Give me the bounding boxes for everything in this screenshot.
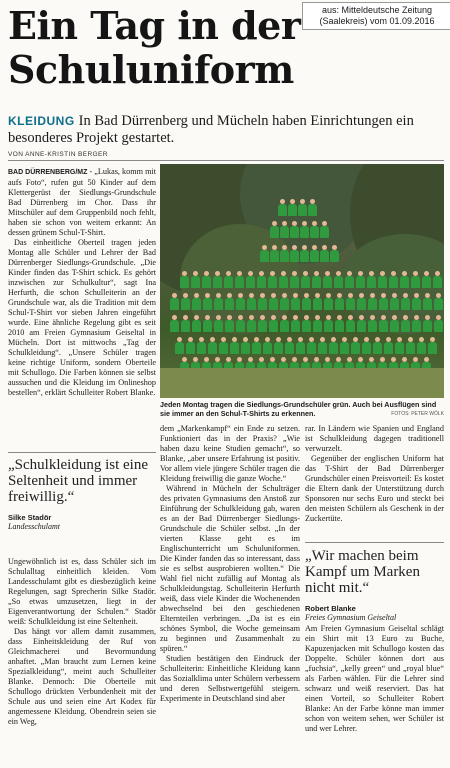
photo-figure [246, 276, 255, 288]
photo-figure [434, 320, 443, 332]
photo-figure [329, 342, 338, 354]
photo-figure [290, 226, 299, 238]
group-photo [160, 164, 444, 398]
photo-figure [401, 298, 410, 310]
photo-figure [175, 342, 184, 354]
col1-para-4: Das hängt vor allem damit zusammen, dass Einheitskleidung der Ruf von Gleichmacherei und Bevormundung anhaftet. „Man braucht zum Lernen keine Spezialkleidung“, meint auch Schulleiter Blanke. Dennoch: Die Oberteile mit Schullogo drückten Verbundenheit mit der Schule aus und seien eine Art Kodex für angemessene Kleidung. Obendrein seien sie ein Weg, [8, 627, 156, 726]
photo-figure [192, 320, 201, 332]
col2-para-1: dem „Markenkampf“ ein Ende zu setzen. Funktioniert das in der Praxis? „Wie haben dazu keine Studien gemacht“, so Blanke, „aber unsere Erfahrung ist positiv. Vor allem viele jüngere Schüler tragen die Kleidung freiwillig die ganze Woche.“ [160, 424, 300, 483]
col1-para-2: Das einheitliche Oberteil tragen jeden Montag alle Schüler und Lehrer der Bad Dürrenberger Siedlungs-Grundschule. „Die Kinder finden das T-Shirt schick. Es gehört inzwischen zur Schulkultur“, sagt Ina Herfurth, die schon Schulleiterin an der Grundschule war, als die Tradition mit dem Schul-T-Shirt vor sieben Jahren eingeführt wurde. Eine ähnliche Regelung gibt es seit 2010 am Freien Gymnasium Geiseltal in Mücheln. Dort ist mittwochs „Tag der Schulkleidung“. „Unsere Schüler tragen keine richtige Uniform, sondern Oberteile mit Schullogo. Die Farben können sie selbst aussuchen und die Kleidung im Onlineshop bestellen“, erklärt Schulleiter Robert Blanke. [8, 238, 156, 397]
column-1 [8, 167, 156, 398]
photo-figure [301, 276, 310, 288]
photo-figure [307, 342, 316, 354]
col3-para-2: Gegenüber der englischen Uniform hat das T-Shirt der Bad Dürrenberger Grundschüler einen Preisvorteil: Es kostet die Eltern dank der Unterstützung durch Sponsoren nur sechs Euro und steckt bei den meisten Schülern als Geschenk in der Zuckertüte. [305, 454, 444, 523]
photo-figure [346, 298, 355, 310]
article-headline: Ein Tag in der Schuluniform [8, 3, 301, 92]
photo-figure [412, 298, 421, 310]
pull-quote-1-name: Silke Stadör [8, 513, 52, 522]
photo-figure [225, 298, 234, 310]
photo-figure [291, 320, 300, 332]
photo-figure [236, 298, 245, 310]
pull-quote-1 [8, 457, 156, 531]
photo-figure [300, 226, 309, 238]
photo-figure [324, 298, 333, 310]
photo-figure [257, 276, 266, 288]
photo-figure [203, 298, 212, 310]
photo-figure [318, 342, 327, 354]
photo-figure [290, 250, 299, 262]
photo-figure [422, 276, 431, 288]
col3-para-1: rar. In Ländern wie Spanien und England ist Schulkleidung dagegen traditionell verwurzelt. [305, 424, 444, 453]
photo-figure [423, 298, 432, 310]
photo-figure [368, 298, 377, 310]
photo-figure [260, 250, 269, 262]
photo-figure [247, 298, 256, 310]
photo-figure [340, 342, 349, 354]
photo-figure [180, 276, 189, 288]
photo-figure [428, 342, 437, 354]
column-3 [305, 424, 444, 524]
photo-figure [312, 276, 321, 288]
photo-figure [378, 276, 387, 288]
photo-figure [357, 320, 366, 332]
photo-figure [270, 250, 279, 262]
photo-figure [280, 298, 289, 310]
photo-figure [288, 204, 297, 216]
photo-figure [400, 276, 409, 288]
photo-figure [389, 276, 398, 288]
photo-figure [298, 204, 307, 216]
photo-figure [412, 320, 421, 332]
photo-figure [423, 320, 432, 332]
photo-figure [263, 342, 272, 354]
dateline: BAD DÜRRENBERG/MZ [8, 169, 88, 176]
photo-figure [181, 298, 190, 310]
photo-figure [323, 276, 332, 288]
photo-figure [356, 276, 365, 288]
photo-figure [379, 298, 388, 310]
col3-para-3: Am Freien Gymnasium Geiseltal schlägt ein Shirt mit 13 Euro zu Buche, Kapuzenjacken mit Schullogo kosten das Doppelte. Schüler können dort aus „fuchsia“, „kelly green“ und „royal blue“ als Farben wählen. Für die Lehrer sind schwarz und weiß reserviert. Das hat einen Vorteil, so Schulleiter Robert Blanke: An der Farbe könne man immer schon von weitem sehen, wer Schüler ist und wer Lehrer. [305, 624, 444, 733]
photo-figure [433, 276, 442, 288]
photo-figure [310, 226, 319, 238]
photo-figure [290, 276, 299, 288]
photo-figure [278, 204, 287, 216]
photo-figure [345, 276, 354, 288]
photo-figure [351, 342, 360, 354]
photo-figure [280, 226, 289, 238]
photo-figure [335, 320, 344, 332]
photo-figure [320, 226, 329, 238]
photo-figure [346, 320, 355, 332]
col1-para-1-text: - „Lukas, komm mit aufs Foto“, rufen gut 50 Kinder auf dem Klettergerüst der Siedlungs-Grundschule Bad Dürrenberg im Chor. Dass ihr Mitschüler auf dem Gruppenbild noch fehlt, haben sie schon von weitem erkannt: An dessen grünem Schul-T-Shirt. [8, 167, 156, 237]
photo-figure [395, 342, 404, 354]
photo-figure [230, 342, 239, 354]
photo-figure [219, 342, 228, 354]
photo-figure [310, 250, 319, 262]
photo-figure [362, 342, 371, 354]
column-2 [160, 424, 300, 704]
photo-figure [324, 320, 333, 332]
photo-figure [279, 276, 288, 288]
photo-figure [181, 320, 190, 332]
photo-figure [213, 276, 222, 288]
photo-figure [368, 320, 377, 332]
photo-figure [274, 342, 283, 354]
photo-figure [191, 276, 200, 288]
photo-figure [280, 250, 289, 262]
pull-quote-2-role: Freies Gymnasium Geiseltal [305, 613, 397, 622]
quote2-rule-top [305, 542, 444, 543]
pull-quote-1-role: Landesschulamt [8, 522, 60, 531]
byline-rule [8, 160, 444, 161]
pull-quote-2 [305, 548, 444, 622]
photo-figure [308, 204, 317, 216]
photo-figure [302, 298, 311, 310]
photo-figure [384, 342, 393, 354]
photo-figure [269, 320, 278, 332]
photo-figure [235, 276, 244, 288]
pull-quote-1-text: „Schulkleidung ist eine Seltenheit und immer freiwillig.“ [8, 457, 148, 505]
photo-figure [280, 320, 289, 332]
column-3b [305, 624, 444, 734]
photo-figure [313, 320, 322, 332]
photo-figure [296, 342, 305, 354]
photo-figure [192, 298, 201, 310]
photo-figure [411, 276, 420, 288]
photo-caption-text: Jeden Montag tragen die Siedlungs-Grundschüler grün. Auch bei Ausflügen sind sie immer an den Schul-T-Shirts zu erkennen. [160, 400, 437, 418]
photo-figure [214, 320, 223, 332]
photo-figure [330, 250, 339, 262]
source-note: aus: Mitteldeutsche Zeitung (Saalekreis) vom 01.09.2016 [302, 2, 450, 30]
photo-figure [236, 320, 245, 332]
photo-figure [258, 298, 267, 310]
column-1b [8, 557, 156, 727]
photo-figure [224, 276, 233, 288]
kicker: KLEIDUNG [8, 114, 75, 128]
photo-figure [300, 250, 309, 262]
quote1-rule-top [8, 452, 156, 453]
photo-figure [302, 320, 311, 332]
photo-figure [170, 298, 179, 310]
photo-credit: FOTOS: PETER WÖLK [391, 411, 444, 417]
pull-quote-2-text: „Wir machen beim Kampf um Marken nicht mit.“ [305, 548, 420, 596]
photo-figure [434, 298, 443, 310]
photo-figure [417, 342, 426, 354]
photo-figure [247, 320, 256, 332]
photo-figure [269, 298, 278, 310]
photo-figure [203, 320, 212, 332]
photo-figure [291, 298, 300, 310]
col2-para-3: Studien bestätigen den Eindruck der Schulleiterin: Einheitliche Kleidung kann das Sozialklima unter Schülern verbessern und deren Selbstwertgefühl steigern. Experimente in Deutschland sind aber [160, 654, 300, 703]
photo-figure [313, 298, 322, 310]
photo-figure [285, 342, 294, 354]
col2-para-2: Während in Mücheln der Schulträger des privaten Gymnasiums den Anstoß zur Einführung der Schulkleidung gab, waren es an der Bad Dürrenberger Siedlungs-Grundschule die Schüler selbst. „In der vierten Klasse geht es im Englischunterricht um Schuluniformen. Die Kinder fanden das so interessant, dass sie es selbst ausprobieren wollten.“ Die Wahl fiel nicht zufällig auf Montag als Schulkleidungstag. Schulleiterin Herfurth weiß, dass viele Kinder die Wochenenden abwechselnd bei den geschiedenen Elternteilen verbringen. „Da ist es ein schönes Symbol, die Woche gemeinsam zu beginnen und Zusammenhalt zu spüren.“ [160, 484, 300, 653]
pull-quote-2-name: Robert Blanke [305, 604, 356, 613]
photo-figure [373, 342, 382, 354]
byline: VON ANNE-KRISTIN BERGER [8, 151, 108, 158]
photo-caption [160, 400, 444, 418]
photo-figure [390, 298, 399, 310]
photo-figure [335, 298, 344, 310]
photo-figure [197, 342, 206, 354]
photo-figure [334, 276, 343, 288]
photo-figure [225, 320, 234, 332]
photo-figure [320, 250, 329, 262]
photo-figure [208, 342, 217, 354]
col1-para-3: Ungewöhnlich ist es, dass Schüler sich im Schulalltag einheitlich kleiden. Vom Landesschulamt gibt es diesbezüglich keine Regelungen, sagt Sprecherin Silke Stadör. „So etwas umzusetzen, liegt in der Eigenverantwortung der Schulen.“ Stadör weiß: Schulkleidung ist eine Seltenheit. [8, 557, 156, 626]
subheadline-text: In Bad Dürrenberg und Mücheln haben Einrichtungen ein besonderes Projekt gestartet. [8, 113, 414, 146]
photo-figure [401, 320, 410, 332]
col1-para-1 [8, 167, 156, 238]
photo-figure [379, 320, 388, 332]
photo-figure [258, 320, 267, 332]
photo-figure [406, 342, 415, 354]
photo-figure [270, 226, 279, 238]
subheadline [8, 113, 444, 147]
photo-figure [170, 320, 179, 332]
photo-figure [186, 342, 195, 354]
photo-figure [252, 342, 261, 354]
photo-figure [241, 342, 250, 354]
photo-figure [214, 298, 223, 310]
photo-figure [202, 276, 211, 288]
photo-figure [268, 276, 277, 288]
photo-figure [390, 320, 399, 332]
photo-figure [367, 276, 376, 288]
photo-figure [357, 298, 366, 310]
